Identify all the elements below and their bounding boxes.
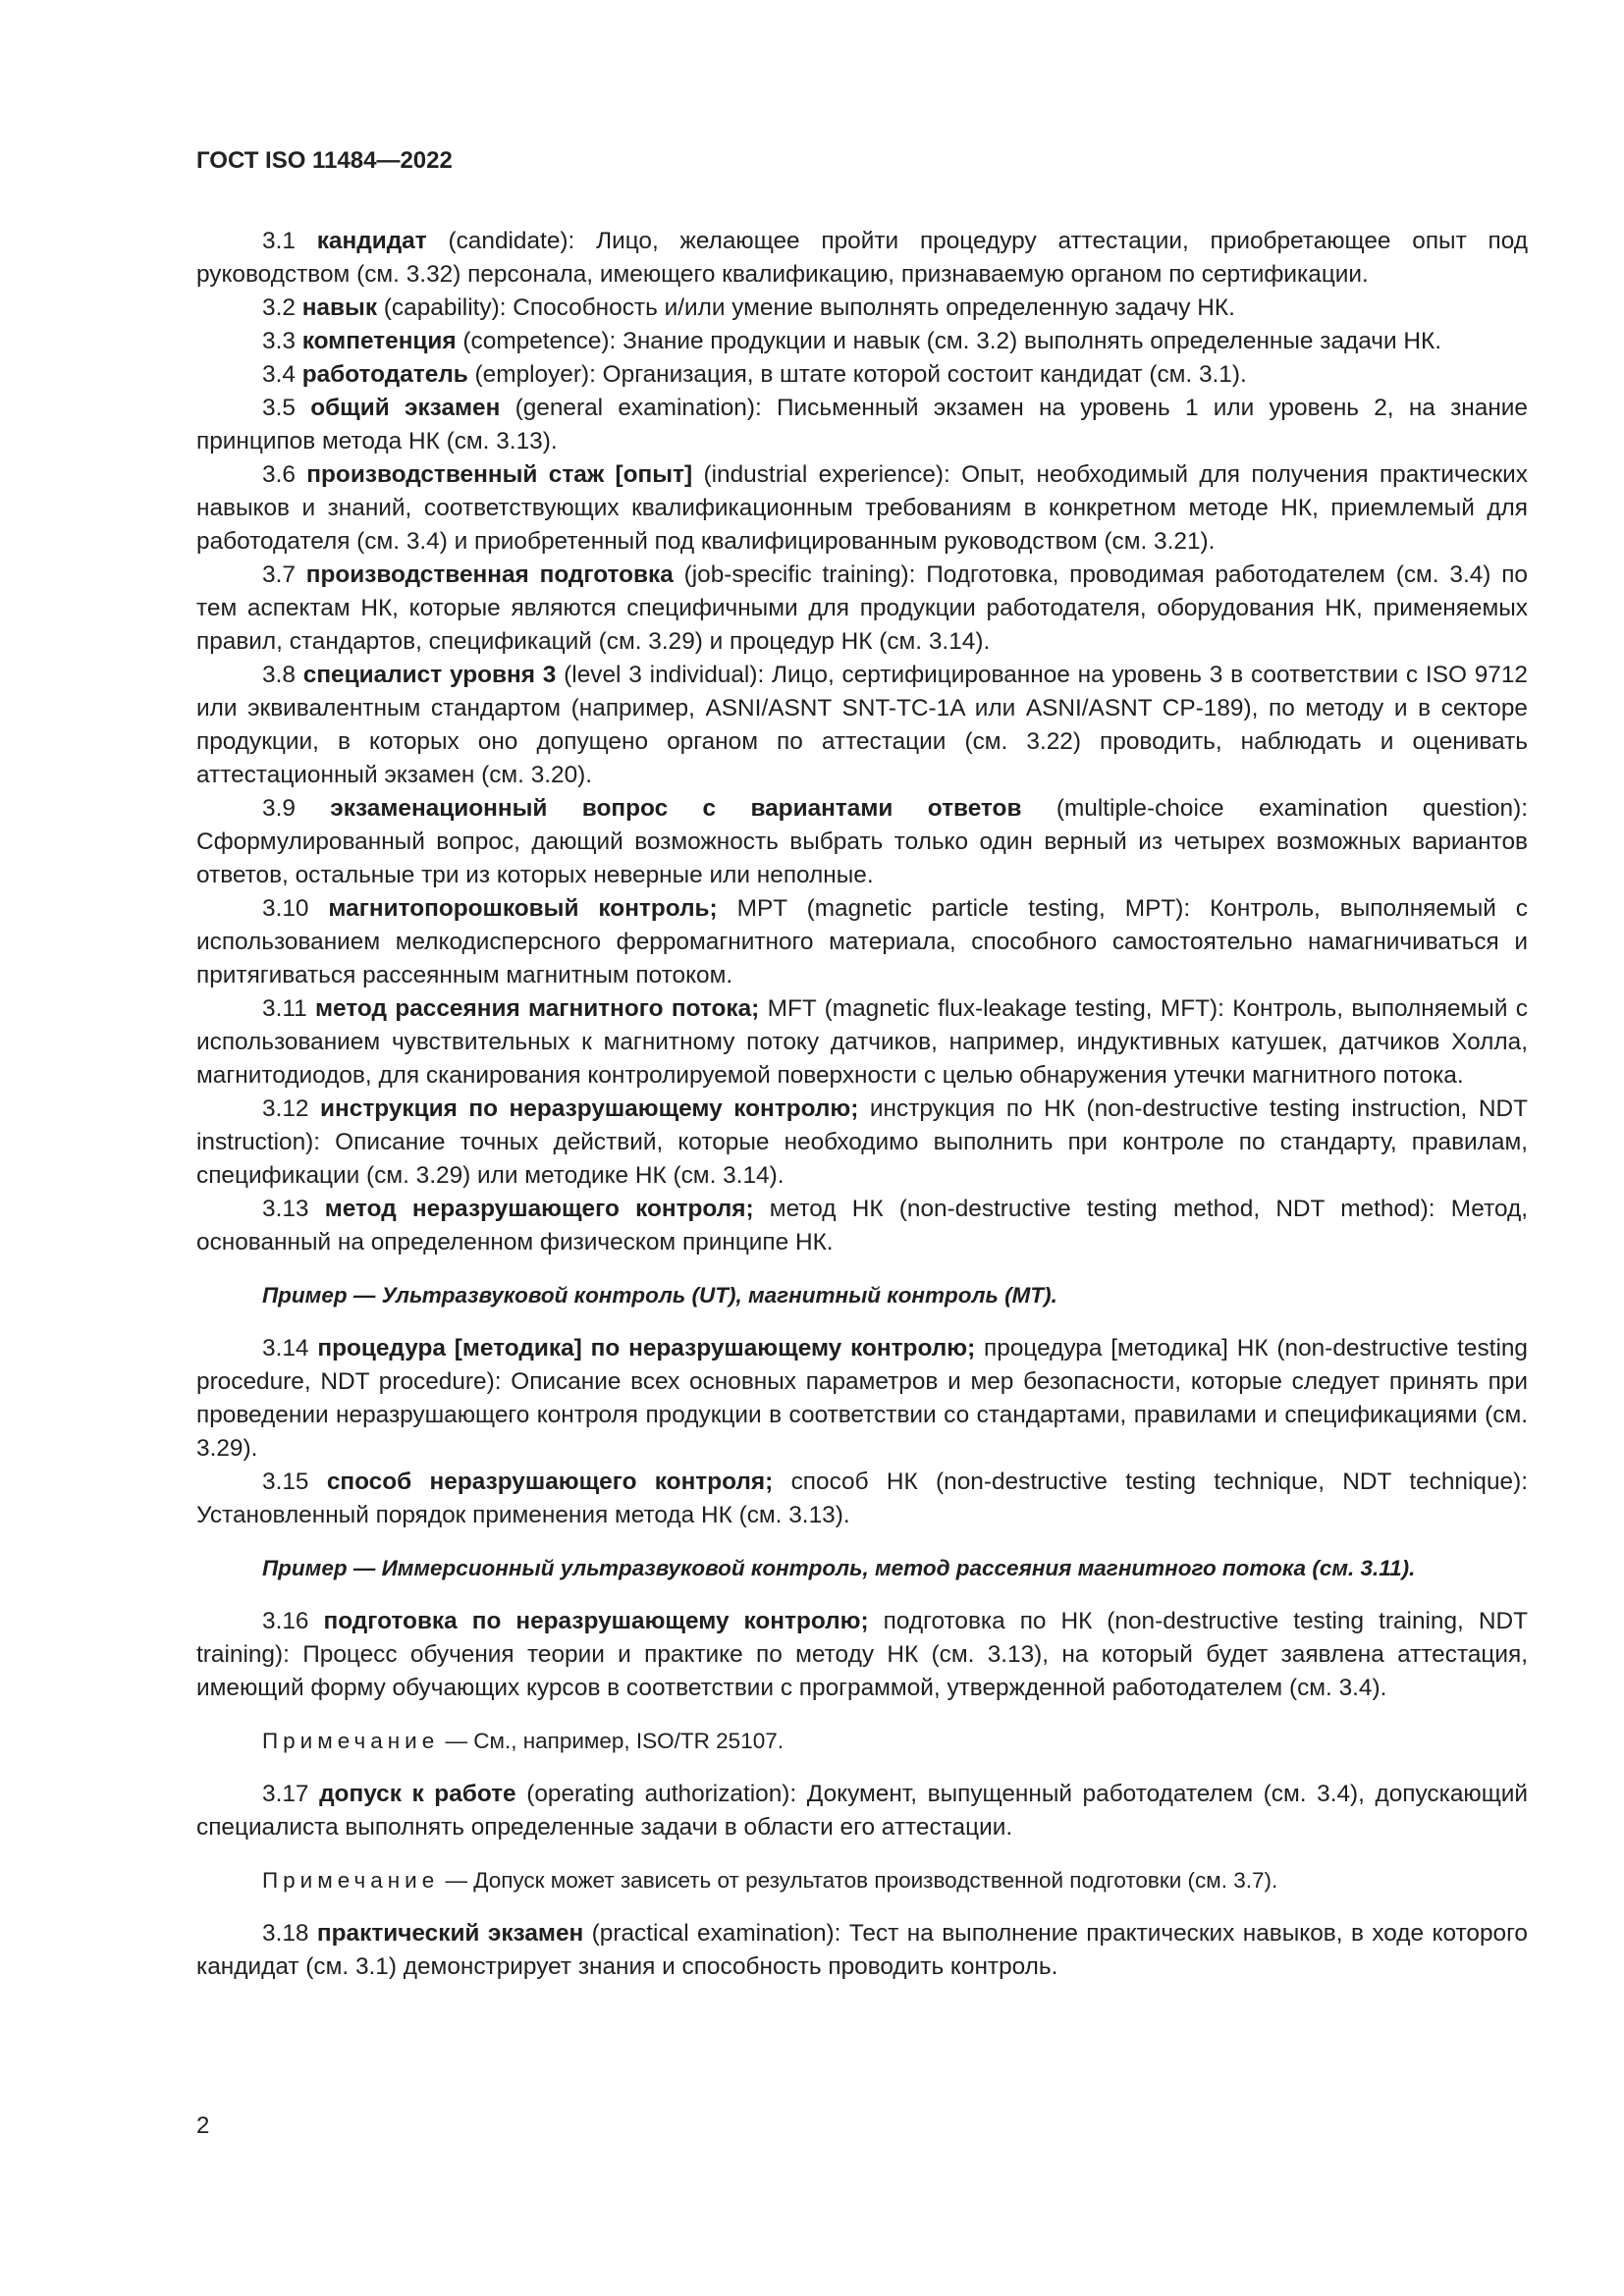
note-label: Примечание: [262, 1729, 440, 1753]
note-label: Примечание: [262, 1868, 440, 1893]
definition-3-5: 3.5 общий экзамен (general examination): Письменный экзамен на уровень 1 или уровень 2, на знание принципов метода НК (см. 3.13).: [196, 395, 1528, 454]
term: общий экзамен: [310, 395, 501, 421]
term: процедура [методика] по неразрушающему контролю;: [317, 1335, 976, 1362]
example-3-13: Пример — Ультразвуковой контроль (UT), магнитный контроль (MT).: [262, 1283, 1057, 1308]
term: работодатель: [301, 361, 468, 388]
definition-3-4: 3.4 работодатель (employer): Организация, в штате которой состоит кандидат (см. 3.1).: [262, 361, 1247, 388]
definition-3-2: 3.2 навык (capability): Способность и/или умение выполнять определенную задачу НК.: [262, 294, 1235, 321]
definition-3-14: 3.14 процедура [методика] по неразрушающему контролю; процедура [методика] НК (non-destructive testing procedure, NDT procedure): Описание всех основных параметров и мер безопасности, которые следует принять при проведении неразрушающего контроля продукции в соответствии со стандартами, правилами и спецификациями (см. 3.29).: [196, 1335, 1528, 1462]
definition-3-18: 3.18 практический экзамен (practical examination): Тест на выполнение практических навыков, в ходе которого кандидат (см. 3.1) демонстрирует знания и способность проводить контроль.: [196, 1920, 1529, 1980]
term: магнитопорошковый контроль;: [328, 895, 718, 922]
definition-3-9: 3.9 экзаменационный вопрос с вариантами ответов (multiple-choice examination question): Сформулированный вопрос, дающий возможность выбрать только один верный из четырех возможных вариантов ответов, остальные три из которых неверные или неполные.: [196, 795, 1528, 888]
term: производственная подготовка: [305, 561, 674, 588]
term: инструкция по неразрушающему контролю;: [320, 1095, 859, 1122]
definition-3-7: 3.7 производственная подготовка (job-specific training): Подготовка, проводимая работодателем (см. 3.4) по тем аспектам НК, которые являются специфичными для продукции работодателя, оборудования НК, применяемых правил, стандартов, спецификаций (см. 3.29) и процедур НК (см. 3.14).: [196, 561, 1528, 655]
note-3-16: Примечание — См., например, ISO/TR 25107.: [262, 1729, 784, 1753]
term: подготовка по неразрушающему контролю;: [323, 1608, 869, 1634]
term: метод рассеяния магнитного потока;: [315, 995, 760, 1022]
definition-3-15: 3.15 способ неразрушающего контроля; способ НК (non-destructive testing technique, NDT technique): Установленный порядок применения метода НК (см. 3.13).: [196, 1468, 1528, 1528]
document-body: [196, 225, 1528, 1984]
definition-3-12: 3.12 инструкция по неразрушающему контролю; инструкция по НК (non-destructive testing instruction, NDT instruction): Описание точных действий, которые необходимо выполнить при контроле по стандарту, правилам, спецификации (см. 3.29) или методике НК (см. 3.14).: [196, 1095, 1528, 1189]
note-3-17: Примечание — Допуск может зависеть от результатов производственной подготовки (см. 3.7).: [262, 1868, 1278, 1893]
term: способ неразрушающего контроля;: [326, 1468, 774, 1495]
example-3-15: Пример — Иммерсионный ультразвуковой контроль, метод рассеяния магнитного потока (см. 3.11).: [262, 1556, 1416, 1580]
term: практический экзамен: [316, 1920, 584, 1947]
term: метод неразрушающего контроля;: [324, 1196, 754, 1222]
term: навык: [301, 294, 378, 321]
definition-3-13: 3.13 метод неразрушающего контроля; метод НК (non-destructive testing method, NDT method): Метод, основанный на определенном физическом принципе НК.: [196, 1196, 1528, 1255]
definition-3-1: 3.1 кандидат (candidate): Лицо, желающее пройти процедуру аттестации, приобретающее опыт под руководством (см. 3.32) персонала, имеющего квалификацию, признаваемую органом по сертификации.: [196, 228, 1529, 288]
term: допуск к работе: [319, 1781, 516, 1807]
definition-3-17: 3.17 допуск к работе (operating authorization): Документ, выпущенный работодателем (см. 3.4), допускающий специалиста выполнять определенные задачи в области его аттестации.: [196, 1781, 1529, 1841]
term: производственный стаж [опыт]: [306, 461, 693, 488]
definition-3-11: 3.11 метод рассеяния магнитного потока; MFT (magnetic flux-leakage testing, MFT): Контроль, выполняемый с использованием чувствительных к магнитному потоку датчиков, например, индуктивных катушек, датчиков Холла, магнитодиодов, для сканирования контролируемой поверхности с целью обнаружения утечки магнитного потока.: [196, 995, 1528, 1089]
page-number: 2: [196, 2112, 210, 2139]
term: экзаменационный вопрос с вариантами ответов: [330, 795, 1022, 822]
definition-3-8: 3.8 специалист уровня 3 (level 3 individual): Лицо, сертифицированное на уровень 3 в соответствии с ISO 9712 или эквивалентным стандартом (например, ASNI/ASNT SNT-TC-1A или ASNI/ASNT CP-189), по методу и в секторе продукции, в которых оно допущено органом по аттестации (см. 3.22) проводить, наблюдать и оценивать аттестационный экзамен (см. 3.20).: [196, 662, 1529, 788]
definition-3-3: 3.3 компетенция (competence): Знание продукции и навык (см. 3.2) выполнять определенные задачи НК.: [262, 328, 1441, 354]
document-header: ГОСТ ISO 11484—2022: [196, 147, 453, 174]
term: кандидат: [316, 228, 427, 254]
term: специалист уровня 3: [302, 662, 557, 688]
definition-3-6: 3.6 производственный стаж [опыт] (industrial experience): Опыт, необходимый для получения практических навыков и знаний, соответствующих квалификационным требованиям в конкретном методе НК, приемлемый для работодателя (см. 3.4) и приобретенный под квалифицированным руководством (см. 3.21).: [196, 461, 1529, 555]
definition-3-10: 3.10 магнитопорошковый контроль; MPT (magnetic particle testing, MPT): Контроль, выполняемый с использованием мелкодисперсного ферромагнитного материала, способного самостоятельно намагничиваться и притягиваться рассеянным магнитным потоком.: [196, 895, 1528, 988]
term: компетенция: [301, 328, 457, 354]
definition-3-16: 3.16 подготовка по неразрушающему контролю; подготовка по НК (non-destructive testing training, NDT training): Процесс обучения теории и практике по методу НК (см. 3.13), на который будет заявлена аттестация, имеющий форму обучающих курсов в соответствии с программой, утвержденной работодателем (см. 3.4).: [196, 1608, 1528, 1701]
